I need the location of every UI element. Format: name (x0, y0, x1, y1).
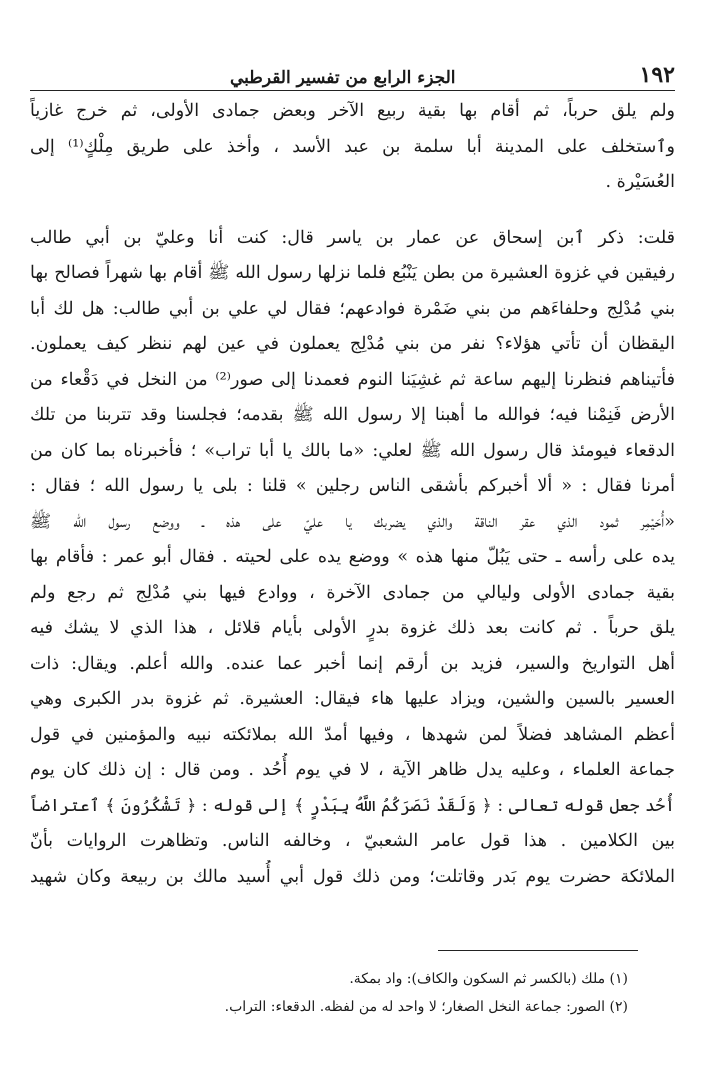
text-line: أُحُد جعل قوله تعالى : ﴿ وَلَقَدْ نَصَرَكُمُ اللَّهُ بِبَدْرٍ ﴾ إلى قوله : ﴿ تَشْكُرُونَ ﴾ ٱعتراضاً (30, 795, 675, 816)
text-line: بني مُدْلِج وحلفاءَهم من بني ضَمْرة فوادعهم؛ فقال لي علي بن أبي طالب: هل لك أبا (30, 298, 675, 319)
text-line: ولم يلق حرباً، ثم أقام بها بقية ربيع الآخر وبعض جمادى الأولى، ثم خرج غازياً (30, 101, 675, 121)
text-line: الأرض فَنِمْنا فيه؛ فوالله ما أهبنا إلا رسول الله ﷺ بقدمه؛ فجلسنا وقد تتربنا من تلك (30, 405, 675, 425)
footnote-2: (٢) الصور: جماعة النخل الصغار؛ لا واحد له من لفظه. الدقعاء: التراب. (224, 999, 628, 1015)
running-title: الجزء الرابع من تفسير القرطبي (230, 68, 456, 88)
text-line: يده على رأسه ـ حتى يَبُلّ منها هذه » ووضع يده على لحيته . فقال أبو عمر : فأقام بها (30, 547, 675, 567)
text-line: يلق حرباً . ثم كانت بعد ذلك غزوة بدرٍ الأولى بأيام قلائل ، هذا الذي لا يشك فيه (30, 618, 675, 638)
text-line: رفيقين في غزوة العشيرة من بطن يَنْبُع فلما نزلها رسول الله ﷺ أقام بها شهراً فصالح بها (30, 263, 675, 283)
main-text (30, 94, 675, 895)
page-header (30, 58, 675, 88)
text-line: قلت: ذكر ٱبن إسحاق عن عمار بن ياسر قال: كنت أنا وعليّ بن أبي طالب (30, 227, 675, 248)
text-line: «أُحَيْمِر ثمود الذي عقر الناقة والذي يضربك يا عليّ على هذه ـ ووضع رسول الله ﷺ (30, 511, 675, 532)
text-line: العُسَيْرة . (605, 172, 675, 192)
text-line: وٱستخلف على المدينة أبا سلمة بن عبد الأسد ، وأخذ على طريق مِلْكٍ⁽¹⁾ إلى (30, 136, 675, 157)
text-line: اليقظان أن تأتي هؤلاء؟ نفر من بني مُدْلِج يعملون في عين لهم ننظر كيف يعملون. (30, 334, 675, 354)
text-line: جماعة العلماء ، وعليه يدل ظاهر الآية ، لا في يوم أُحُد . ومن قال : إن ذلك كان يوم (30, 760, 675, 780)
page-number: ١٩٢ (639, 62, 675, 88)
footnote-1: (١) ملك (بالكسر ثم السكون والكاف): واد بمكة. (349, 971, 628, 987)
text-line: أمرنا فقال : « ألا أخبركم بأشقى الناس رجلين » قلنا : بلى يا رسول الله ؛ فقال : (30, 476, 675, 496)
text-line: العسير بالسين والشين، ويزاد عليها هاء فيقال: العشيرة. ثم غزوة بدر الكبرى وهي (30, 689, 675, 709)
text-line: أهل التواريخ والسير، فزيد بن أرقم إنما أخبر عما عنده. والله أعلم. ويقال: ذات (30, 653, 675, 674)
footnote-rule (438, 950, 638, 951)
text-line: أعظم المشاهد فضلاً لمن شهدها ، وفيها أمدّ الله بملائكته نبيه والمؤمنين في قول (30, 724, 675, 745)
text-line: الدقعاء فيومئذ قال رسول الله ﷺ لعلي: «ما بالك يا أبا تراب» ؛ فأخبرناه بما كان من (30, 440, 675, 461)
text-line: بين الكلامين . هذا قول عامر الشعبيّ ، وخالفه الناس. وتظاهرت الروايات بأنّ (30, 831, 675, 851)
footnotes (28, 965, 628, 1021)
text-line: بقية جمادى الأولى وليالي من جمادى الآخرة ، ووادع فيها بني مُدْلِج ثم رجع ولم (30, 582, 675, 603)
text-line: الملائكة حضرت يوم بَدر وقاتلت؛ ومن ذلك قول أبي أُسيد مالك بن ربيعة وكان شهيد (30, 866, 675, 887)
header-rule (30, 90, 675, 91)
text-line: فأتيناهم فنظرنا إليهم ساعة ثم غشِيَنا النوم فعمدنا إلى صور⁽²⁾ من النخل في دَقْعاء من (30, 369, 675, 390)
paragraph-gap (30, 201, 675, 221)
